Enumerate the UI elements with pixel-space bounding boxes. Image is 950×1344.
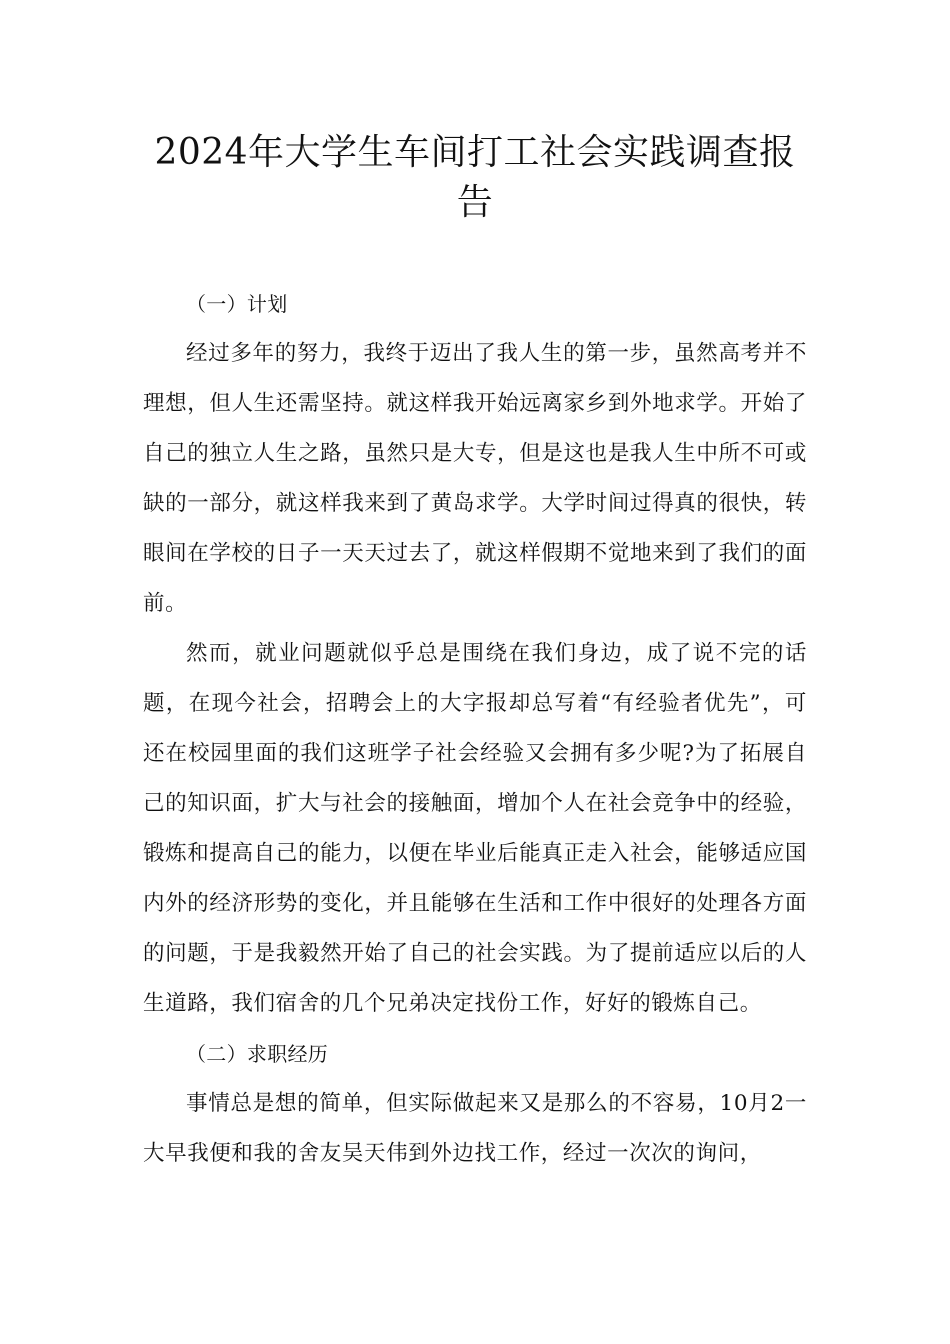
document-title: 2024年大学生车间打工社会实践调查报告 xyxy=(154,132,796,223)
paragraph: 事情总是想的简单，但实际做起来又是那么的不容易，10月2一大早我便和我的舍友吴天伟到外边找工作，经过一次次的询问， xyxy=(143,1091,807,1166)
section-heading-plan: （一）计划 xyxy=(186,292,288,316)
document-body xyxy=(143,279,807,1179)
section-heading-job-search: （二）求职经历 xyxy=(186,1042,329,1066)
paragraph: 然而，就业问题就似乎总是围绕在我们身边，成了说不完的话题，在现今社会，招聘会上的大字报却总写着“有经验者优先”，可还在校园里面的我们这班学子社会经验又会拥有多少呢?为了拓展自己的知识面，扩大与社会的接触面，增加个人在社会竞争中的经验，锻炼和提高自己的能力，以便在毕业后能真正走入社会，能够适应国内外的经济形势的变化，并且能够在生活和工作中很好的处理各方面的问题，于是我毅然开始了自己的社会实践。为了提前适应以后的人生道路，我们宿舍的几个兄弟决定找份工作，好好的锻炼自己。 xyxy=(143,641,807,1016)
paragraph: 经过多年的努力，我终于迈出了我人生的第一步，虽然高考并不理想，但人生还需坚持。就这样我开始远离家乡到外地求学。开始了自己的独立人生之路，虽然只是大专，但是这也是我人生中所不可或缺的一部分，就这样我来到了黄岛求学。大学时间过得真的很快，转眼间在学校的日子一天天过去了，就这样假期不觉地来到了我们的面前。 xyxy=(143,341,807,616)
